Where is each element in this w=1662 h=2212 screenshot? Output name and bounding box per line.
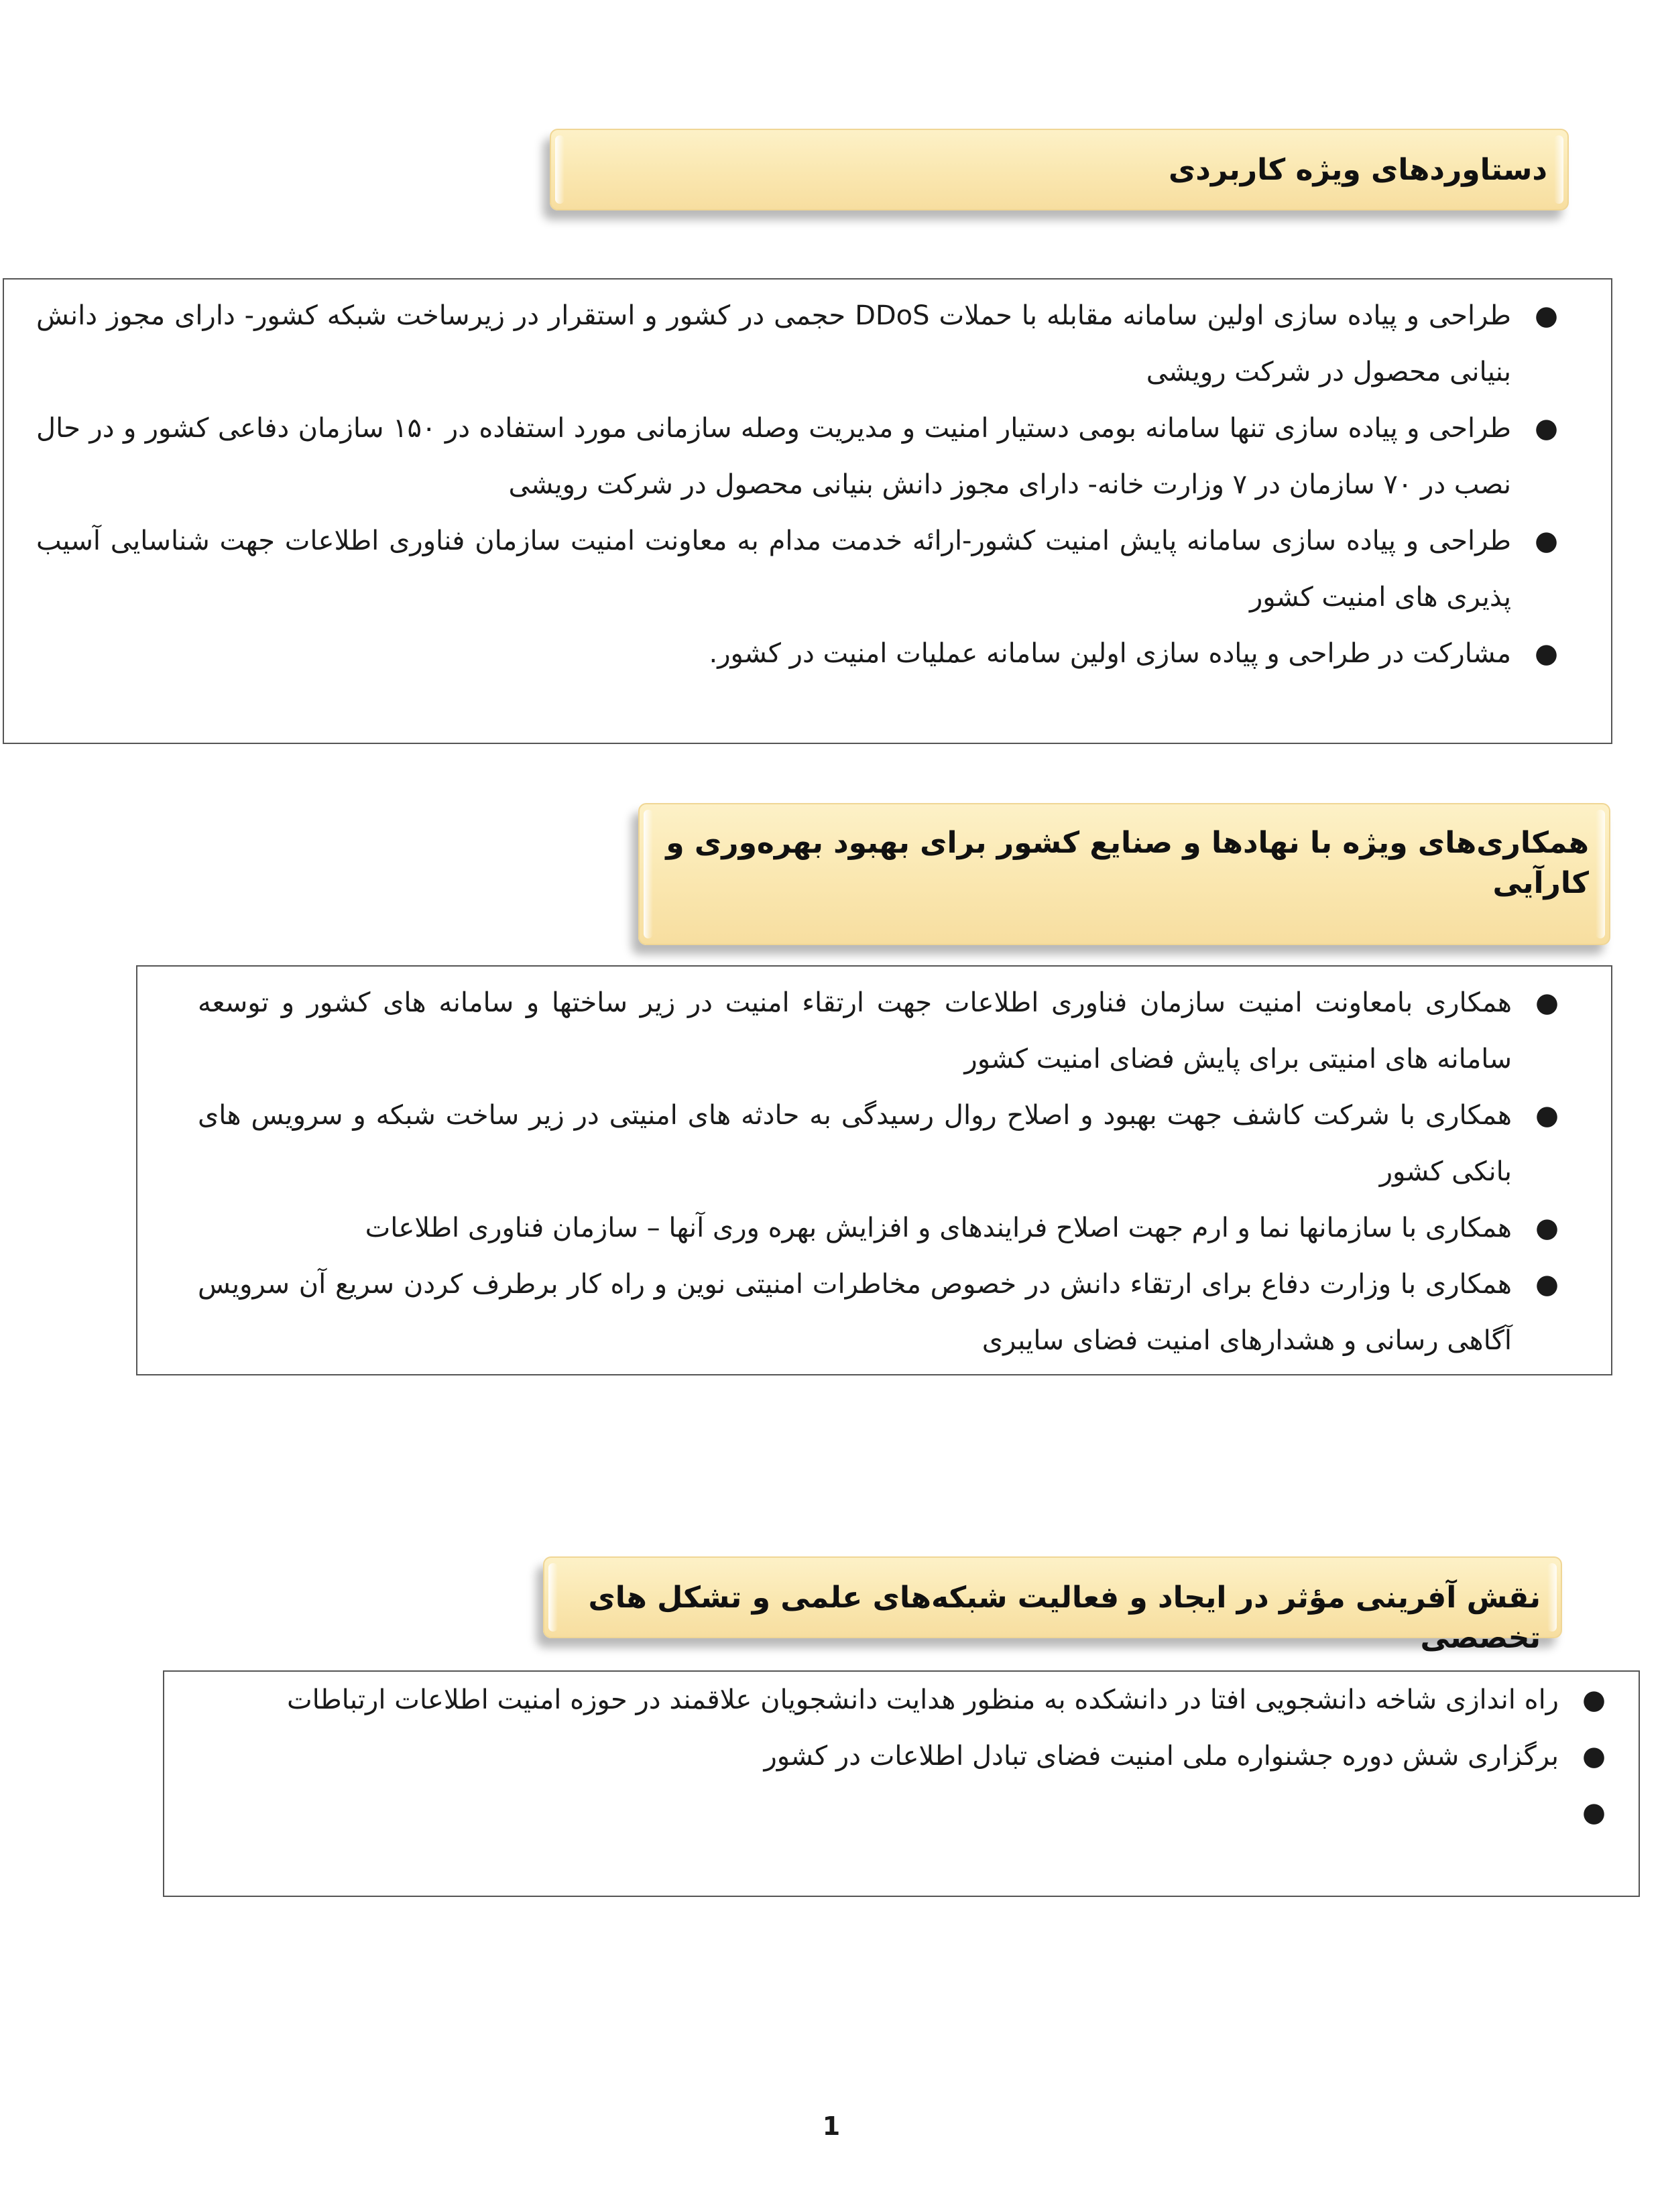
list-item (258, 1672, 1606, 1728)
list-item-text: همکاری با سازمانها نما و ارم جهت اصلاح فرایندهای و افزایش بهره وری آنها – سازمان فناوری اطلاعات (365, 1213, 1512, 1243)
list-item (258, 1728, 1606, 1784)
list-item (258, 1784, 1606, 1841)
bullet-icon: ● (1535, 413, 1558, 444)
list-item-text: طراحی و پیاده سازی اولین سامانه مقابله با حملات DDoS حجمی در کشور و استقرار در زیرساخت شبکه کشور- دارای مجوز دانش بنیانی محصول در شرکت رویشی (36, 300, 1511, 387)
bullet-icon: ● (1582, 1684, 1606, 1715)
bullet-icon: ● (1535, 987, 1559, 1018)
list-item (198, 1256, 1559, 1369)
list-item (36, 400, 1558, 513)
section-2-list (198, 975, 1559, 1369)
bullet-icon: ● (1535, 1213, 1559, 1243)
section-1-box (3, 278, 1612, 744)
bullet-icon: ● (1535, 526, 1558, 556)
list-item (36, 288, 1558, 400)
list-item-text: مشارکت در طراحی و پیاده سازی اولین سامانه عملیات امنیت در کشور. (709, 638, 1511, 669)
list-item-text: طراحی و پیاده سازی سامانه پایش امنیت کشور-ارائه خدمت مدام به معاونت امنیت سازمان فناوری اطلاعات جهت شناسایی آسیب پذیری های امنیت کشور (36, 526, 1511, 613)
list-item-text: برگزاری شش دوره جشنواره ملی امنیت فضای تبادل اطلاعات در کشور (764, 1741, 1559, 1772)
list-item (36, 513, 1558, 625)
section-3-title-text: نقش آفرینی مؤثر در ایجاد و فعالیت شبکه‌های علمی و تشکل های تخصصی (588, 1581, 1541, 1655)
bullet-icon: ● (1535, 300, 1558, 331)
list-item-text: همکاری بامعاونت امنیت سازمان فناوری اطلاعات جهت ارتقاء امنیت در زیر ساختها و سامانه های کشور و توسعه سامانه های امنیتی برای پایش فضای امنیت کشور (198, 987, 1512, 1074)
bullet-icon: ● (1535, 1100, 1559, 1131)
list-item (198, 975, 1559, 1087)
section-3-box (163, 1670, 1640, 1897)
section-1-title (550, 129, 1569, 210)
list-item-text: راه اندازی شاخه دانشجویی افتا در دانشکده به منظور هدایت دانشجویان علاقمند در حوزه امنیت اطلاعات ارتباطات (286, 1684, 1559, 1715)
section-3-title (543, 1556, 1562, 1655)
bullet-icon: ● (1535, 638, 1558, 669)
bullet-icon: ● (1582, 1741, 1606, 1772)
section-2-title (638, 803, 1610, 945)
list-item-text: طراحی و پیاده سازی تنها سامانه بومی دستیار امنیت و مدیریت وصله سازمانی مورد استفاده در ۱۵۰ سازمان دفاعی کشور و در حال نصب در ۷۰ سازمان در ۷ وزارت خانه- دارای مجوز دانش بنیانی محصول در شرکت رویشی (36, 413, 1511, 500)
section-2-title-text: همکاری‌های ویژه با نهادها و صنایع کشور برای بهبود بهره‌وری و کارآیی (666, 826, 1589, 900)
list-item (36, 625, 1558, 682)
list-item (198, 1200, 1559, 1256)
bullet-icon: ● (1535, 1269, 1559, 1300)
list-item (198, 1087, 1559, 1200)
section-1-list (36, 288, 1558, 682)
page-number: 1 (822, 2111, 841, 2141)
section-1-title-text: دستاوردهای ویژه کاربردی (1168, 153, 1547, 187)
section-2-box (136, 965, 1612, 1375)
section-3-list (258, 1672, 1606, 1841)
list-item-text: همکاری با شرکت کاشف جهت بهبود و اصلاح روال رسیدگی به حادثه های امنیتی در زیر ساخت شبکه و سرویس های بانکی کشور (198, 1100, 1512, 1187)
bullet-icon: ● (1582, 1797, 1606, 1828)
list-item-text: همکاری با وزارت دفاع برای ارتقاء دانش در خصوص مخاطرات امنیتی نوین و راه کار برطرف کردن سریع آن سرویس آگاهی رسانی و هشدارهای امنیت فضای سایبری (198, 1269, 1512, 1356)
